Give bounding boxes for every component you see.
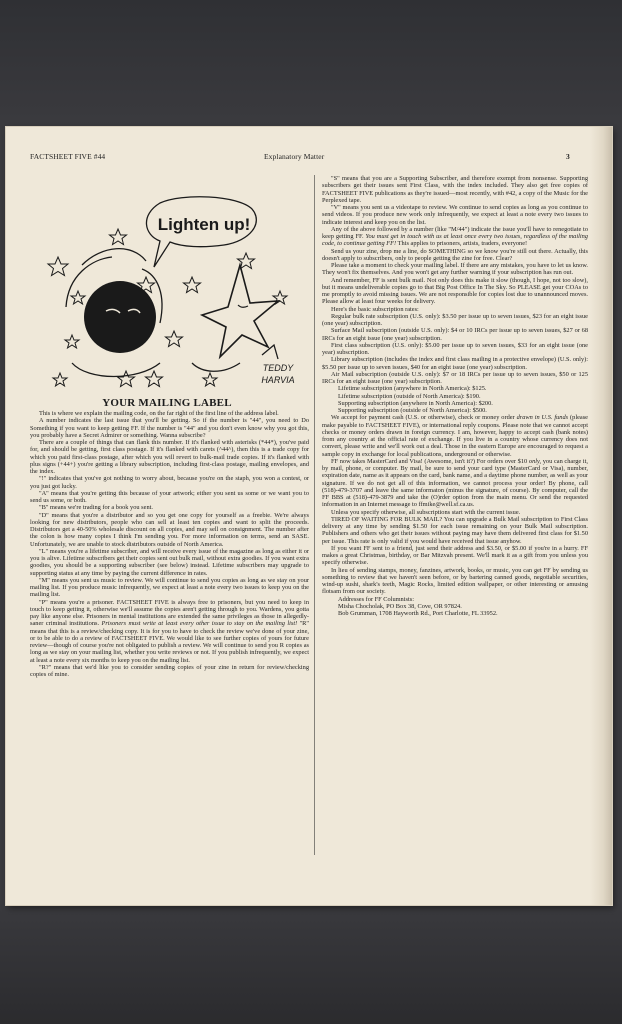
- text-run: "P" means you're a prisoner. FACTSHEET FIVE is always free to prisoners, but you need to keep in touch to keep getting it, otherwise we'll assume the copies aren't getting through to you. Wardens, you gotta pay like anyone else. Prisoners in mental institutions are extended the same privileges as those in allegedly-saner criminal institutions.: [30, 598, 309, 628]
- paragraph: And remember, FF is sent bulk mail. Not only does this make it slow (though, I hope, not too slow), but it means undeliverable copies go to that Big Post Office In The Sky. So PLEASE get your COAs to me promptly to avoid missing issues. We are not responsible for copies lost due to unannounced moves. Please allow at least four weeks for delivery.: [322, 276, 588, 306]
- emphasis-text: drawn in U.S. funds: [516, 414, 569, 422]
- text-run: FF now takes MasterCard and Visa! (Awesome, isn't it?) For orders over $10: [331, 457, 528, 465]
- paragraph: TIRED OF WAITING FOR BULK MAIL? You can upgrade a Bulk Mail subscription to First Class delivery at any time by sending $1.50 for each issue remaining on your Bulk Mail subscription. Publishers and others who get their issues without paying may have them delivered first class for $1.50 per issue. This rate is only valid if you would have received that issue anyhow.: [322, 515, 588, 545]
- paragraph: Send us your zine, drop me a line, do SOMETHING so we know you're still out there. Actually, this doesn't apply to subscribers, only to people getting the zine for free. Clear?: [322, 247, 588, 262]
- rate-line: Air Mail subscription (outside U.S. only): $7 or 18 IRCs per issue up to seven issues, $50 or 125 IRCs for an eight issue (one year) subscription.: [322, 370, 588, 385]
- emphasis-text: only,: [528, 457, 542, 465]
- text-run: you can charge it, by mail, phone, or computer. By mail, be sure to send your card type (MasterCard or Visa), number, expiration date, name as it appears on the card, bank name, and a daytime phone number, as well as your signature. If we do not get all of this information, we cannot process your order! By phone, call (518)-479-3707 and leave the same informaton (minus the signature, of course). By computer, call the FF BBS at (518)-479-3879 and take the (O)rder option from the main menu. Or send the requested information in an Internet message to ffmike@well.sf.ca.us.: [322, 457, 588, 509]
- text-run: This applies to prisoners, artists, traders, everyone!: [397, 240, 528, 248]
- cartoon-illustration: [42, 195, 300, 407]
- paragraph: "D" means that you're a distributor and so you get one copy for yourself as a freebie. We're always looking for new distributors, people who can sell at least ten copies and want to split the proceeds. Distributors get a 40-50% wholesale discount on all copies, and may sell on consignment. The number after the colon is how many copies I think I'm sending you. For more information on terms, send an SASE. Unfortunately, we are unable to stock distributors outside of North America.: [30, 511, 309, 548]
- text-run: We accept for payment cash (U.S. or otherwise), check or money order: [331, 414, 515, 422]
- paragraph: "S" means that you are a Supporting Subscriber, and therefore exempt from nonsense. Supporting subscribers get their issues sent First Class, with the index included. They also get free copies of FACTSHEET FIVE publications as they're issued—most recently, with #42, a copy of the Music for the Perplexed tape.: [322, 175, 588, 204]
- paragraph: Please take a moment to check your mailing label. If there are any mistakes, you have to let us know. They won't fix themselves. And you won't get any further warning if your subscription has run out.: [322, 262, 588, 277]
- small-stars-group: [48, 229, 287, 387]
- text-run: "R" means that this is a review/checking copy. It is for you to have to check the review we've done of your zine, or to be able to do a review of FACTSHEET FIVE. We would like to see further copies of yours for future review—though of course you're not obligated to publish a review. We will continue to send you R copies as long as we stay on your mailing list, whether you write reviews or not. If you publish infrequently, we expect at least a note every six months to keep you on the mailing list.: [30, 620, 309, 664]
- paragraph: "!" indicates that you've got nothing to worry about, because you're on the staph, you won a contest, or you just got lucky.: [30, 475, 309, 490]
- shooting-star-icon: [202, 265, 278, 357]
- speech-text: Lighten up!: [157, 215, 251, 234]
- artist-signature-first: TEDDY: [262, 363, 294, 373]
- rate-line: Supporting subscription (anywhere in North America): $200.: [338, 399, 493, 407]
- right-column: [322, 175, 588, 855]
- paragraph: Here's the basic subscription rates:: [331, 305, 419, 313]
- paragraph: "B" means we're trading for a book you sent.: [39, 504, 153, 512]
- paragraph: There are a couple of things that can flank this number. If it's flanked with asterisks (*44*), you've paid for, and should be getting, first class postage. If it's flanked with carets (^44^), then this is a trade copy for which you paid first-class postage, after which you will revert to bulk-mail trade copies. If it's flanked with plus signs (+44+) you're getting a library subscription, including first-class postage, mailing envelopes, and the index.: [30, 439, 309, 475]
- rate-line: Library subscription (includes the index and first class mailing in a protective envelope) (U.S. only): $5.50 per issue up to seven issues, $40 for an eight issue (one year) subscription.: [322, 356, 588, 371]
- rate-line: Lifetime subscription (outside of North America): $190.: [338, 392, 481, 400]
- columnist-address: Bob Grumman, 1708 Hayworth Rd., Port Charlotte, FL 33952.: [338, 610, 498, 617]
- left-column: [30, 410, 309, 860]
- page-number: 3: [566, 152, 570, 161]
- black-moon-icon: [84, 281, 156, 353]
- artist-signature-last: HARVIA: [261, 375, 295, 385]
- running-header-section: Explanatory Matter: [264, 152, 325, 161]
- paragraph: If you want FF sent to a friend, just send their address and $3.50, or $5.00 if you're in a hurry. FF makes a great Christmas, birthday, or Bar Mitzvah present. We'll mark it as a gift from you unless you specify otherwise.: [322, 544, 588, 567]
- paragraph: [322, 226, 588, 248]
- rate-line: Surface Mail subscription (outside U.S. only): $4 or 10 IRCs per issue up to seven issues, $27 or 68 IRCs for an eight issue (one year) subscription.: [322, 327, 588, 342]
- page-edge-shadow: [590, 127, 612, 905]
- rate-line: First class subscription (U.S. only): $5.00 per issue up to seven issues, $33 for an eight issue (one year) subscription.: [322, 341, 588, 356]
- paragraph: "V" means you sent us a videotape to review. We continue to send copies as long as you continue to send videos. If you produce new work only infrequently, we expect at least a note every two issues to indicate interest and keep you on the list.: [322, 204, 588, 226]
- paragraph: "M" means you sent us music to review. We will continue to send you copies as long as we stay on your mailing list. If you produce music infrequently, we expect at least a note every two issues to keep you on the mailing list.: [30, 576, 309, 599]
- magazine-page: [6, 127, 612, 905]
- columnist-heading: Addresses for FF Columnists:: [338, 595, 414, 603]
- paragraph: This is where we explain the mailing code, on the far right of the first line of the address label.: [39, 410, 279, 417]
- emphasis-text: You must get in touch with us at least once every two issues, regardless of the mailing code, to continue getting FF!: [322, 233, 588, 248]
- text-run: (please make payable to FACTSHEET FIVE), or international reply coupons. Please note that we cannot accept checks or money orders drawn in foreign currency. I am, however, happy to accept cash (bank notes) from any country at the official rate of exchange. If you live in a country whose currency does not convert, please write and we'll work out a deal. Those in the eastern Europe are encouraged to request a sample copy in exchange for local publications, underground or otherwise.: [322, 414, 588, 458]
- paragraph: In lieu of sending stamps, money, fanzines, artwork, books, or music, you can get FF by sending us something to review that we haven't seen before, or by bartering canned goods, negotiable securities, wind-up sushi, shark's teeth, Magic Rocks, limited edition wallpaper, or other interesting or amusing flotsam from our society.: [322, 566, 588, 596]
- running-header-title: FACTSHEET FIVE #44: [30, 152, 106, 161]
- column-divider: [314, 175, 315, 855]
- paragraph: "L" means you're a lifetime subscriber, and will receive every issue of the magazine as long as either it or you is alive. Lifetime subscribers get their copies sent out bulk mail, without extra goodies. If you want extra goodies, you should be a supporting subscriber (see below) instead. Lifetime subscribers may upgrade to supporting status at any time by paying the current difference in rates.: [30, 547, 309, 577]
- emphasis-text: Prisoners must write at least every other issue to stay on the mailing list!: [101, 620, 298, 628]
- rate-line: Lifetime subscription (anywhere in North America): $125.: [338, 385, 487, 393]
- text-run: Any of the above followed by a number (like "M/44") indicate the issue you'll have to renegotiate to keep getting FF.: [322, 225, 588, 240]
- rate-line: Supporting subscription (outside of North America): $500.: [338, 407, 487, 414]
- paragraph: Unless you specify otherwise, all subscriptions start with the current issue.: [331, 508, 521, 516]
- paragraph: [322, 458, 588, 509]
- rate-line: Regular bulk rate subscription (U.S. only): $3.50 per issue up to seven issues, $23 for an eight issue (one year) subscription.: [322, 312, 588, 327]
- paragraph: [30, 599, 309, 664]
- paragraph: "A" means that you're getting this because of your artwork; either you sent us some or we want you to send us some, or both.: [30, 489, 309, 504]
- paragraph: [322, 414, 588, 458]
- paragraph: "R?" means that we'd like you to consider sending copies of your zine in return for review/checking copies of mine.: [30, 663, 309, 678]
- columnist-address: Misha Chocholak, PO Box 38, Cove, OR 97824.: [338, 602, 462, 610]
- section-heading: YOUR MAILING LABEL: [102, 397, 232, 409]
- paragraph: A number indicates the last issue that you'll be getting. So if the number is "44", you need to Do Something if you want to keep getting FF. If the number is "44" and you don't even know why you got this, you probably have a Secret Admirer or something. Wanna subscribe?: [30, 417, 309, 439]
